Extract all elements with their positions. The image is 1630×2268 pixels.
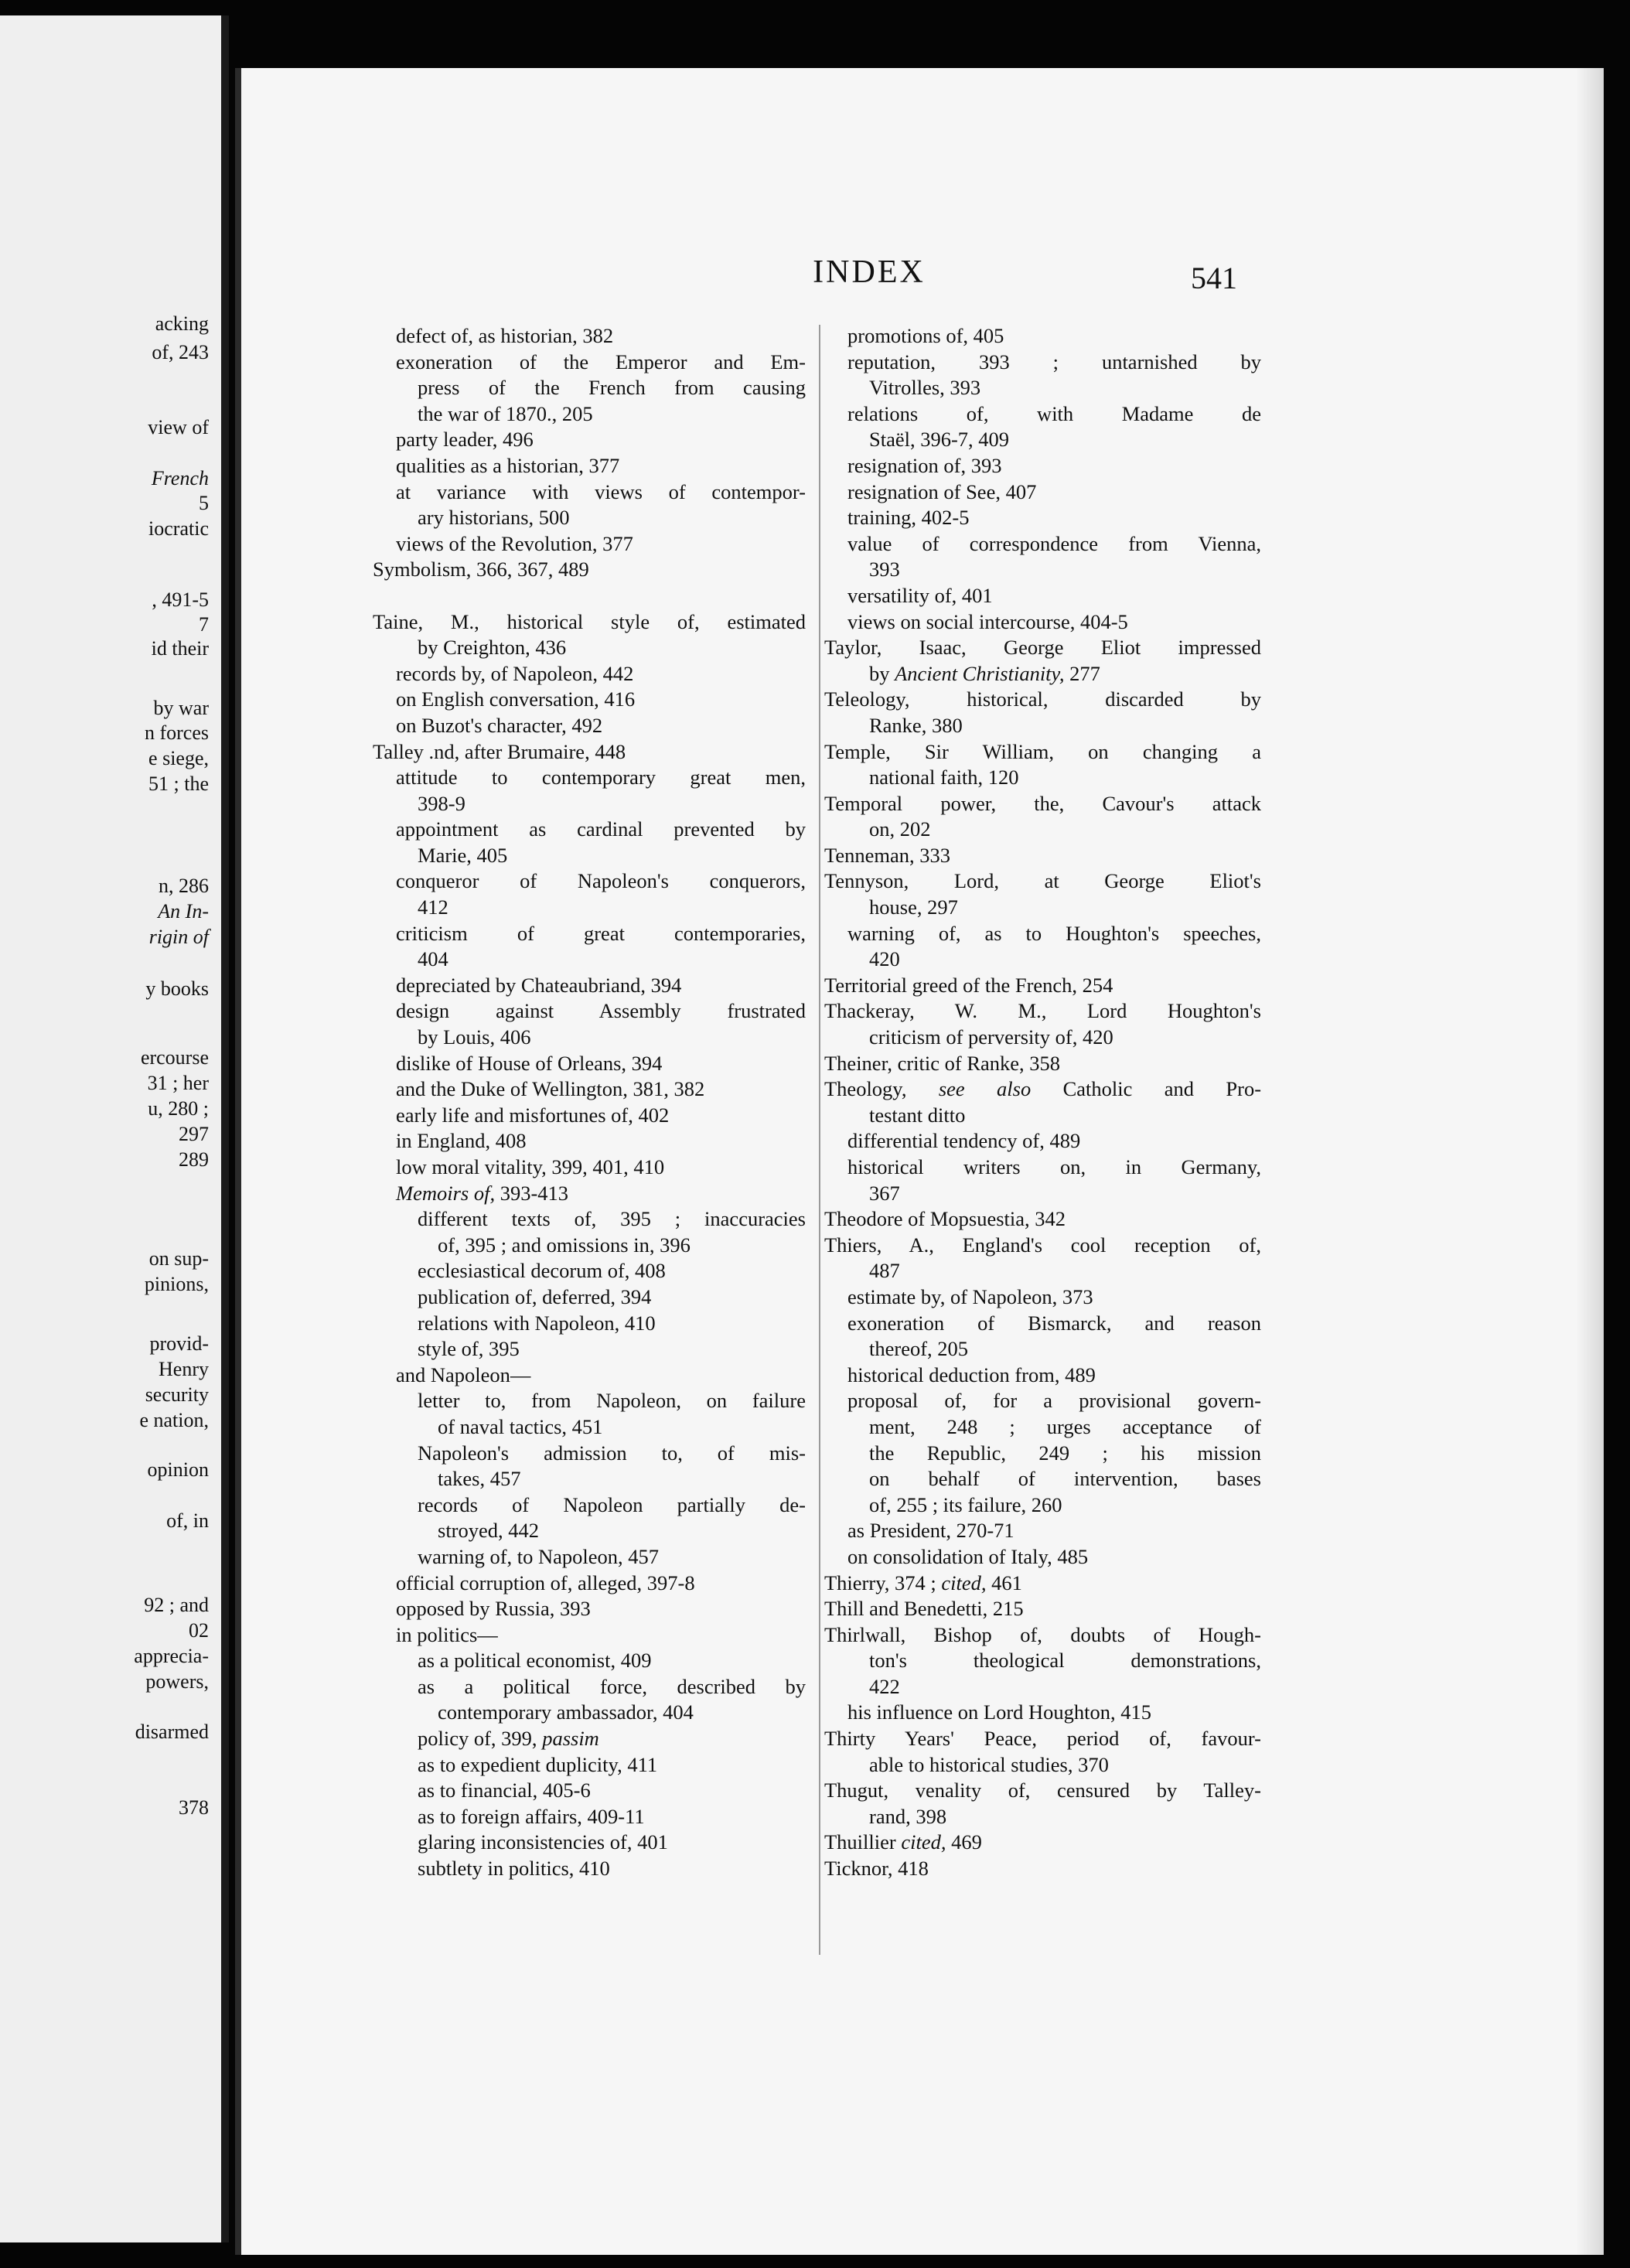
index-entry: qualities as a historian, 377 bbox=[396, 453, 620, 477]
index-entry: policy of, 399, passim bbox=[418, 1727, 599, 1751]
index-entry: exoneration of the Emperor and Em- bbox=[396, 350, 806, 373]
index-entry: the Republic, 249 ; his mission bbox=[869, 1441, 1261, 1465]
index-entry: records of Napoleon partially de- bbox=[418, 1492, 806, 1516]
index-entry: glaring inconsistencies of, 401 bbox=[418, 1830, 668, 1854]
index-entry: opposed by Russia, 393 bbox=[396, 1597, 591, 1621]
index-entry: Ranke, 380 bbox=[869, 713, 963, 737]
index-entry: in England, 408 bbox=[396, 1129, 527, 1153]
left-page-fragment: ercourse bbox=[140, 1046, 209, 1069]
index-entry: Thirty Years' Peace, period of, favour- bbox=[824, 1727, 1261, 1751]
index-entry: on English conversation, 416 bbox=[396, 687, 636, 711]
index-entry: as President, 270-71 bbox=[847, 1519, 1014, 1543]
index-entry: exoneration of Bismarck, and reason bbox=[847, 1311, 1261, 1335]
index-entry: testant ditto bbox=[869, 1103, 966, 1127]
index-entry: ecclesiastical decorum of, 408 bbox=[418, 1259, 666, 1283]
left-page-fragment: e nation, bbox=[139, 1409, 209, 1431]
index-entry: defect of, as historian, 382 bbox=[396, 324, 614, 347]
index-entry: Territorial greed of the French, 254 bbox=[824, 973, 1113, 997]
index-entry: views of the Revolution, 377 bbox=[396, 531, 633, 555]
index-entry: Marie, 405 bbox=[418, 843, 508, 867]
index-entry: Theiner, critic of Ranke, 358 bbox=[824, 1051, 1061, 1075]
index-entry: Memoirs of, 393-413 bbox=[396, 1181, 569, 1205]
index-entry: Thugut, venality of, censured by Talley- bbox=[824, 1779, 1261, 1802]
index-entry: warning of, as to Houghton's speeches, bbox=[847, 921, 1261, 945]
left-page-fragment: opinion bbox=[147, 1458, 209, 1481]
index-entry: Thuillier cited, 469 bbox=[824, 1830, 982, 1854]
index-entry: ary historians, 500 bbox=[418, 506, 570, 530]
index-entry: ment, 248 ; urges acceptance of bbox=[869, 1414, 1261, 1438]
index-entry: official corruption of, alleged, 397-8 bbox=[396, 1571, 695, 1594]
index-entry: rand, 398 bbox=[869, 1804, 947, 1828]
index-entry: of naval tactics, 451 bbox=[438, 1414, 603, 1438]
index-entry: conqueror of Napoleon's conquerors, bbox=[396, 869, 806, 893]
left-page-fragment: rigin of bbox=[148, 926, 209, 948]
index-entry: house, 297 bbox=[869, 895, 958, 919]
index-entry: party leader, 496 bbox=[396, 428, 534, 452]
index-entry: historical writers on, in Germany, bbox=[847, 1155, 1261, 1178]
index-column-left bbox=[373, 323, 806, 1882]
index-entry: 398-9 bbox=[418, 791, 465, 815]
right-page-binding-edge bbox=[235, 68, 241, 2255]
left-page-fragment: disarmed bbox=[135, 1721, 209, 1743]
index-entry: 420 bbox=[869, 947, 900, 971]
index-entry: proposal of, for a provisional govern- bbox=[847, 1389, 1261, 1413]
running-head: INDEX bbox=[813, 254, 926, 290]
left-page-fragment: provid- bbox=[149, 1332, 209, 1355]
index-entry: criticism of perversity of, 420 bbox=[869, 1025, 1113, 1049]
index-entry: Thiers, A., England's cool reception of, bbox=[824, 1233, 1261, 1257]
index-entry: national faith, 120 bbox=[869, 766, 1019, 790]
index-entry: on consolidation of Italy, 485 bbox=[847, 1544, 1089, 1568]
left-page-fragment: y books bbox=[145, 977, 209, 1000]
left-page-fragment: 92 ; and bbox=[144, 1594, 209, 1616]
index-entry: on behalf of intervention, bases bbox=[869, 1467, 1261, 1491]
left-page-fragment: 7 bbox=[199, 613, 209, 636]
index-entry: low moral vitality, 399, 401, 410 bbox=[396, 1155, 665, 1178]
index-entry: Thill and Benedetti, 215 bbox=[824, 1597, 1024, 1621]
left-page-fragment: of, in bbox=[166, 1509, 209, 1532]
index-entry: training, 402-5 bbox=[847, 506, 970, 530]
left-page-fragment: , 491-5 bbox=[152, 588, 209, 611]
index-entry: Theodore of Mopsuestia, 342 bbox=[824, 1207, 1066, 1231]
index-entry: his influence on Lord Houghton, 415 bbox=[847, 1700, 1152, 1724]
left-page-gutter bbox=[221, 15, 229, 2242]
left-page-fragment: pinions, bbox=[144, 1273, 209, 1295]
left-page-fragment: powers, bbox=[145, 1670, 209, 1693]
index-entry: by Louis, 406 bbox=[418, 1025, 531, 1049]
index-entry: and Napoleon— bbox=[396, 1363, 531, 1386]
index-entry: reputation, 393 ; untarnished by bbox=[847, 350, 1261, 373]
index-spacer bbox=[373, 583, 806, 609]
index-entry: relations with Napoleon, 410 bbox=[418, 1311, 656, 1335]
index-column-right bbox=[824, 323, 1261, 1882]
index-entry: on, 202 bbox=[869, 817, 931, 841]
index-entry: Temporal power, the, Cavour's attack bbox=[824, 791, 1261, 815]
index-entry: of, 255 ; its failure, 260 bbox=[869, 1492, 1062, 1516]
left-page-fragment: apprecia- bbox=[134, 1645, 209, 1667]
index-entry: Thackeray, W. M., Lord Houghton's bbox=[824, 999, 1261, 1023]
index-entry: 393 bbox=[869, 558, 900, 581]
index-entry: value of correspondence from Vienna, bbox=[847, 531, 1261, 555]
index-entry: Thirlwall, Bishop of, doubts of Hough- bbox=[824, 1622, 1261, 1646]
index-entry: versatility of, 401 bbox=[847, 583, 993, 607]
index-entry: Teleology, historical, discarded by bbox=[824, 687, 1261, 711]
index-entry: press of the French from causing bbox=[418, 376, 806, 400]
page-number: 541 bbox=[1191, 261, 1237, 295]
left-page-fragment: on sup- bbox=[148, 1247, 209, 1270]
column-divider bbox=[819, 325, 820, 1955]
index-entry: historical deduction from, 489 bbox=[847, 1363, 1096, 1386]
index-entry: by Creighton, 436 bbox=[418, 636, 567, 660]
index-entry: Taine, M., historical style of, estimated bbox=[373, 609, 806, 633]
index-entry: attitude to contemporary great men, bbox=[396, 766, 806, 790]
index-entry: ton's theological demonstrations, bbox=[869, 1649, 1261, 1673]
left-page-fragment: 02 bbox=[189, 1619, 209, 1642]
index-entry: publication of, deferred, 394 bbox=[418, 1284, 652, 1308]
index-entry: stroyed, 442 bbox=[438, 1519, 540, 1543]
left-page-fragment: id their bbox=[151, 637, 209, 660]
index-entry: views on social intercourse, 404-5 bbox=[847, 609, 1128, 633]
index-entry: as to foreign affairs, 409-11 bbox=[418, 1804, 645, 1828]
left-page-fragment: 289 bbox=[179, 1148, 209, 1171]
right-page-edge-shade bbox=[1576, 68, 1604, 2255]
index-entry: Tenneman, 333 bbox=[824, 843, 950, 867]
index-entry: depreciated by Chateaubriand, 394 bbox=[396, 973, 682, 997]
index-entry: able to historical studies, 370 bbox=[869, 1752, 1109, 1776]
index-entry: Tennyson, Lord, at George Eliot's bbox=[824, 869, 1261, 893]
index-entry: Symbolism, 366, 367, 489 bbox=[373, 558, 589, 581]
index-entry: warning of, to Napoleon, 457 bbox=[418, 1544, 660, 1568]
index-entry: by Ancient Christianity, 277 bbox=[869, 661, 1100, 685]
index-entry: early life and misfortunes of, 402 bbox=[396, 1103, 670, 1127]
index-entry: on Buzot's character, 492 bbox=[396, 713, 603, 737]
left-page-fragment: u, 280 ; bbox=[148, 1097, 209, 1120]
left-page-fragment: 378 bbox=[179, 1796, 209, 1819]
index-entry: thereof, 205 bbox=[869, 1337, 969, 1361]
left-page-fragment: e siege, bbox=[148, 747, 209, 769]
left-page-fragment: 51 ; the bbox=[148, 772, 209, 795]
index-entry: letter to, from Napoleon, on failure bbox=[418, 1389, 806, 1413]
left-page-fragment: 5 bbox=[199, 492, 209, 514]
left-page-fragment: security bbox=[145, 1383, 209, 1406]
index-entry: style of, 395 bbox=[418, 1337, 520, 1361]
index-entry: differential tendency of, 489 bbox=[847, 1129, 1081, 1153]
index-entry: as a political economist, 409 bbox=[418, 1649, 652, 1673]
index-entry: appointment as cardinal prevented by bbox=[396, 817, 806, 841]
index-entry: 487 bbox=[869, 1259, 900, 1283]
left-page-fragment: Henry bbox=[159, 1358, 209, 1380]
index-entry: 404 bbox=[418, 947, 448, 971]
left-page-fragment: iocratic bbox=[148, 517, 209, 540]
left-page-fragment: view of bbox=[148, 416, 209, 438]
index-entry: Talley .nd, after Brumaire, 448 bbox=[373, 739, 626, 763]
left-page-fragment: 297 bbox=[179, 1123, 209, 1145]
index-entry: 367 bbox=[869, 1181, 900, 1205]
index-entry: Taylor, Isaac, George Eliot impressed bbox=[824, 636, 1261, 660]
index-entry: design against Assembly frustrated bbox=[396, 999, 806, 1023]
index-entry: criticism of great contemporaries, bbox=[396, 921, 806, 945]
index-entry: 422 bbox=[869, 1674, 900, 1698]
right-page bbox=[235, 68, 1604, 2255]
left-page-fragment: of, 243 bbox=[152, 341, 209, 363]
index-entry: Thierry, 374 ; cited, 461 bbox=[824, 1571, 1022, 1594]
index-entry: promotions of, 405 bbox=[847, 324, 1004, 347]
index-entry: of, 395 ; and omissions in, 396 bbox=[438, 1233, 691, 1257]
index-entry: at variance with views of contempor- bbox=[396, 479, 806, 503]
left-page-fragment: 31 ; her bbox=[147, 1072, 209, 1094]
index-entry: as to expedient duplicity, 411 bbox=[418, 1752, 658, 1776]
index-entry: in politics— bbox=[396, 1622, 498, 1646]
index-entry: dislike of House of Orleans, 394 bbox=[396, 1051, 663, 1075]
index-entry: Temple, Sir William, on changing a bbox=[824, 739, 1261, 763]
index-entry: Theology, see also Catholic and Pro- bbox=[824, 1077, 1261, 1101]
index-entry: as a political force, described by bbox=[418, 1674, 806, 1698]
index-entry: takes, 457 bbox=[438, 1467, 521, 1491]
index-entry: resignation of See, 407 bbox=[847, 479, 1037, 503]
left-page-fragment: n, 286 bbox=[159, 875, 209, 897]
index-entry: Vitrolles, 393 bbox=[869, 376, 981, 400]
index-entry: Ticknor, 418 bbox=[824, 1857, 929, 1881]
index-entry: Napoleon's admission to, of mis- bbox=[418, 1441, 806, 1465]
index-entry: as to financial, 405-6 bbox=[418, 1779, 591, 1802]
index-entry: contemporary ambassador, 404 bbox=[438, 1700, 694, 1724]
index-entry: resignation of, 393 bbox=[847, 453, 1002, 477]
index-entry: subtlety in politics, 410 bbox=[418, 1857, 610, 1881]
left-page-fragment: acking bbox=[155, 312, 209, 335]
left-page-fragment: French bbox=[151, 467, 209, 489]
index-entry: relations of, with Madame de bbox=[847, 401, 1261, 425]
index-entry: 412 bbox=[418, 895, 448, 919]
left-page-fragment: An In- bbox=[158, 900, 209, 923]
index-entry: estimate by, of Napoleon, 373 bbox=[847, 1284, 1093, 1308]
index-entry: the war of 1870., 205 bbox=[418, 401, 593, 425]
index-entry: different texts of, 395 ; inaccuracies bbox=[418, 1207, 806, 1231]
left-page bbox=[0, 15, 229, 2242]
left-page-fragments bbox=[0, 15, 229, 2242]
index-entry: Staël, 396-7, 409 bbox=[869, 428, 1010, 452]
index-entry: records by, of Napoleon, 442 bbox=[396, 661, 634, 685]
left-page-fragment: by war bbox=[153, 697, 209, 719]
left-page-fragment: n forces bbox=[144, 721, 209, 744]
index-entry: and the Duke of Wellington, 381, 382 bbox=[396, 1077, 705, 1101]
